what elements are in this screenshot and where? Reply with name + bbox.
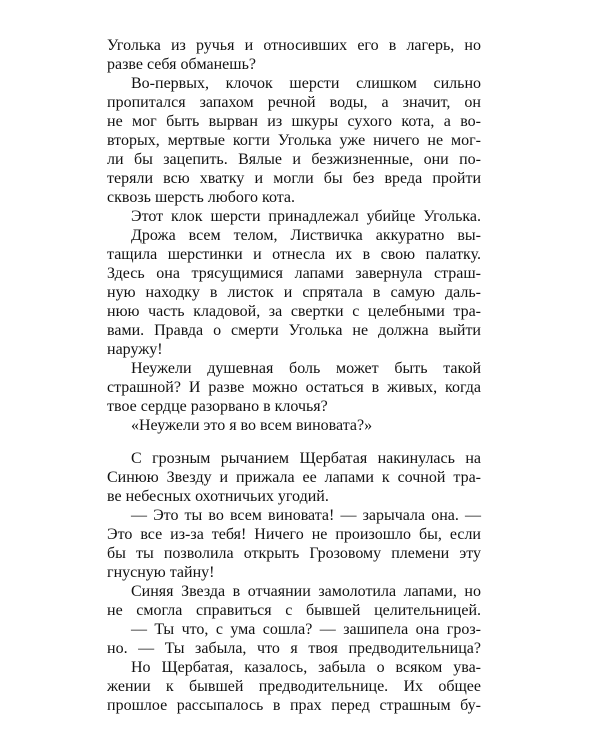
text-line: Здесь она трясущимися лапами завернула страш- — [107, 265, 481, 282]
text-line: ве небесных охотничьих угодий. — [107, 488, 329, 505]
text-line: вами. Правда о смерти Уголька не должна выйти — [107, 322, 481, 339]
text-line: Неужели душевная боль может быть такой — [131, 360, 481, 377]
text-line: С грозным рычанием Щербатая накинулась на — [131, 450, 481, 467]
text-line: разве себя обманешь? — [107, 56, 256, 73]
text-line: теряли всю хватку и могли бы без вреда пройти — [107, 170, 481, 187]
text-line: Во-первых, клочок шерсти слишком сильно — [131, 75, 481, 92]
text-line: Дрожа всем телом, Листвичка аккуратно вы- — [131, 227, 481, 244]
text-line: бы ты позволила открыть Грозовому племени эту — [107, 545, 481, 562]
text-line: но. — Ты забыла, что я твоя предводительница? — [107, 640, 481, 657]
text-line: прошлое рассыпалось в прах перед страшным бу- — [107, 697, 481, 714]
text-line: не смогла справиться с бывшей целительницей. — [107, 602, 481, 619]
text-line: страшной? И разве можно остаться в живых, когда — [107, 379, 481, 396]
text-line: ную находку в листок и спрятала в самую даль- — [107, 284, 481, 301]
text-line: тащила шерстинки и отнесла их в свою палатку. — [107, 246, 481, 263]
text-line: пропитался запахом речной воды, а значит, он — [107, 94, 481, 111]
text-line: Уголька из ручья и относивших его в лагерь, но — [107, 37, 481, 54]
text-line: вторых, мертвые когти Уголька уже ничего не мог- — [107, 132, 481, 149]
text-line: Синюю Звезду и прижала ее лапами к сочной тра- — [107, 469, 481, 486]
text-line: нюю часть кладовой, за свертки с целебными тра- — [107, 303, 481, 320]
text-line: гнусную тайну! — [107, 564, 215, 581]
text-line: ли бы зацепить. Вялые и безжизненные, они по- — [107, 151, 481, 168]
text-line: твое сердце разорвано в клочья? — [107, 398, 328, 415]
text-line: Это все из-за тебя! Ничего не произошло бы, если — [107, 526, 481, 543]
text-line: Синяя Звезда в отчаянии замолотила лапами, но — [131, 583, 481, 600]
text-line: Этот клок шерсти принадлежал убийце Уголька. — [131, 208, 481, 225]
text-line: «Неужели это я во всем виновата?» — [131, 417, 373, 434]
text-line: сквозь шерсть любого кота. — [107, 189, 296, 206]
text-line: — Ты что, с ума сошла? — зашипела она гроз- — [131, 621, 481, 638]
text-line: наружу! — [107, 341, 163, 358]
text-line: — Это ты во всем виновата! — зарычала она. — — [131, 507, 481, 524]
text-line: жении к бывшей предводительнице. Их общее — [107, 678, 481, 695]
text-line: не мог быть вырван из шкуры сухого кота, а во- — [107, 113, 481, 130]
text-line: Но Щербатая, казалось, забыла о всяком ува- — [131, 659, 481, 676]
